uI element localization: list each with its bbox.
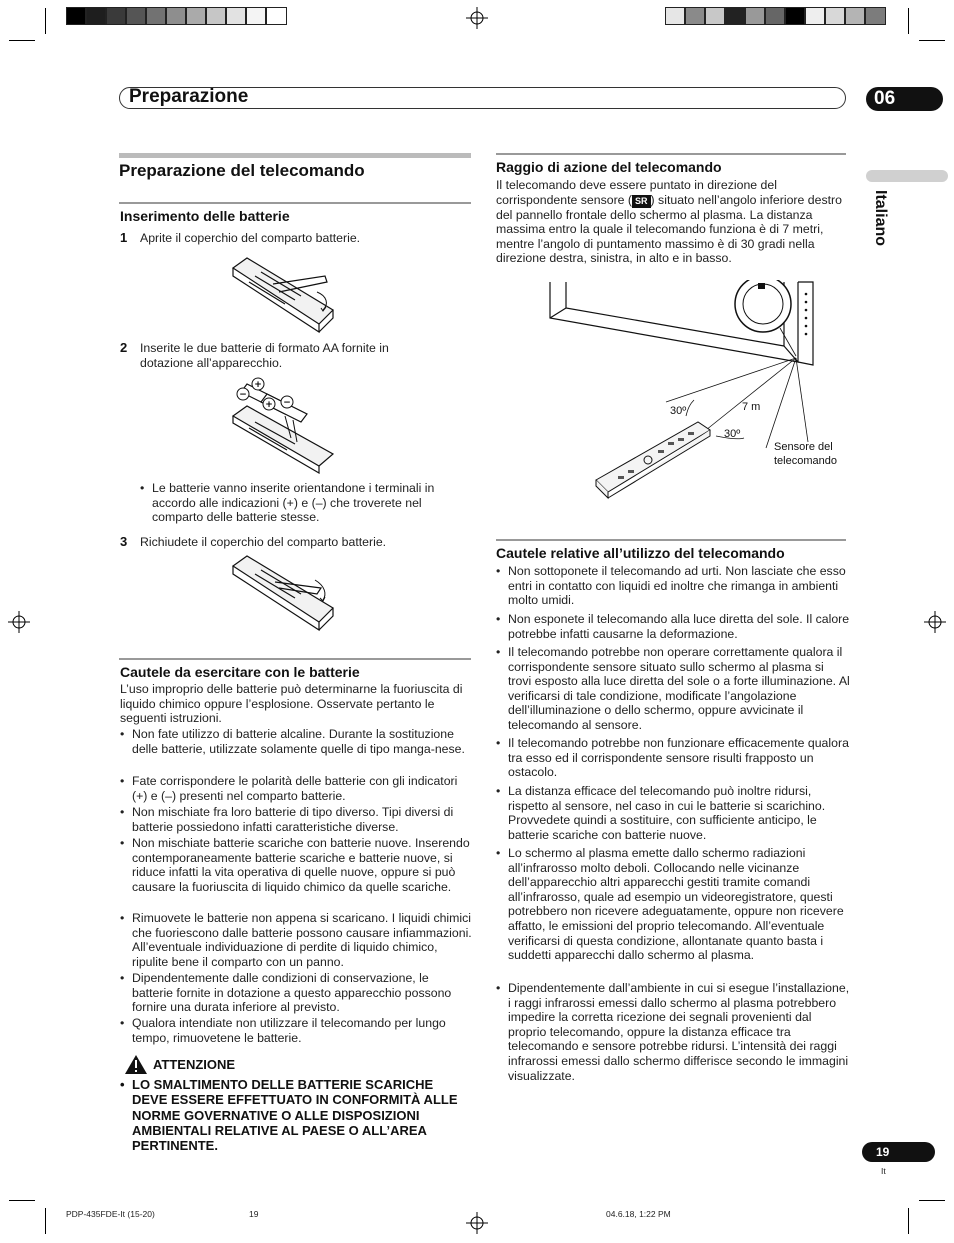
remote-range-diagram bbox=[548, 280, 848, 506]
usage-cautions-heading: Cautele relative all’utilizzo del telecomando bbox=[496, 545, 785, 561]
angle-label-top: 30º bbox=[670, 405, 687, 417]
warning-text: • LO SMALTIMENTO DELLE BATTERIE SCARICHE DEVE ESSERE EFFETTUATO IN CONFORMITÀ ALLE NORME GOVERNATIVE O ALLE DISPOSIZIONI AMBIENTALI RELATIVE AL PAESE O ALL’AREA PERTINENTE. bbox=[120, 1077, 458, 1154]
remote-open-cover-illustration bbox=[225, 254, 340, 336]
range-text: Il telecomando deve essere puntato in direzione del corrispondente sensore ( SR ) situato nell’angolo inferiore destro del pannello frontale dello schermo al plasma. La distanza massima entro la quale il telecomando funziona è di 7 metri, mentre l’angolo di puntamento massimo è di 30 gradi nella direzione destra, sinistra, in alto e in basso. bbox=[496, 178, 842, 266]
sensor-symbol-icon bbox=[758, 283, 765, 289]
battery-cautions-heading: Cautele da esercitare con le batterie bbox=[120, 664, 360, 680]
subsection-rule bbox=[119, 202, 471, 204]
list-item: • Lo schermo al plasma emette dallo schermo radiazioni all’infrarosso molto deboli. Collocando nelle vicinanze dell’apparecchio altri apparecchi gestiti tramite comandi all’infrarosso, quale ad esempio un videoregistratore, questi potrebbero non ricevere adeguatamente, oppure non ricevere affatto, le emissioni del proprio telecomando. All’eventuale verificarsi di questa condizione, allontanate quanto basta i suddetti apparecchi dallo schermo al plasma. bbox=[496, 846, 844, 963]
list-item: • Non mischiate batterie scariche con batterie nuove. Inserendo contemporaneamente batterie scariche e batterie nuove, si riduce infatti la vita operativa di quelle nuove, oppure si può causare la fuoriuscita di liquido chimico da quelle scariche. bbox=[120, 836, 470, 894]
subsection-rule bbox=[496, 153, 846, 155]
battery-cautions-intro: L’uso improprio delle batterie può determinarne la fuoriuscita di liquido chimico oppure l’esplosione. Osservate pertanto le seguenti istruzioni. bbox=[120, 682, 463, 726]
svg-text:−: − bbox=[283, 398, 291, 408]
list-item: • Rimuovete le batterie non appena si scaricano. I liquidi chimici che fuoriescono dalle batterie possono causare infiammazioni. All’eventuale individuazione di perdite di liquido chimico, ripulite bene il comparto con un panno. bbox=[120, 911, 472, 969]
registration-mark-left bbox=[8, 611, 30, 633]
list-item: • Qualora intendiate non utilizzare il telecomando per lungo tempo, rimuovetene le batterie. bbox=[120, 1016, 446, 1045]
file-name: PDP-435FDE-It (15-20) bbox=[66, 1209, 155, 1219]
batteries-heading: Inserimento delle batterie bbox=[120, 208, 290, 224]
list-item: • La distanza efficace del telecomando può inoltre ridursi, rispetto al sensore, nel caso in cui le batterie si scarichino. Provvedete quindi a sostituire, con sufficiente anticipo, le batterie scariche con batterie nuove. bbox=[496, 784, 826, 842]
language-code: It bbox=[881, 1166, 886, 1176]
step-3-number: 3 bbox=[120, 534, 128, 549]
language-label: Italiano bbox=[872, 190, 889, 247]
section-rule bbox=[119, 153, 471, 158]
list-item: • Dipendentemente dalle condizioni di conservazione, le batterie fornite in dotazione a questo apparecchio possono fornire una durata inferiore al previsto. bbox=[120, 971, 452, 1015]
warning-triangle-icon bbox=[124, 1054, 148, 1075]
step-1-number: 1 bbox=[120, 230, 128, 245]
page-number: 19 bbox=[862, 1142, 935, 1162]
list-item: • Non mischiate fra loro batterie di tipo diverso. Tipi diversi di batterie possiedono infatti caratteristiche diverse. bbox=[120, 805, 454, 834]
step-2-number: 2 bbox=[120, 340, 128, 355]
section-title: Preparazione bbox=[129, 86, 249, 107]
step-2-text: Inserite le due batterie di formato AA fornite in dotazione all’apparecchio. bbox=[140, 341, 389, 370]
list-item: • Non fate utilizzo di batterie alcaline. Durante la sostituzione delle batterie, utilizzate solamente quelle di tipo manga-nese. bbox=[120, 727, 465, 756]
step-3-text: Richiudete il coperchio del comparto batterie. bbox=[140, 535, 387, 549]
list-item: • Il telecomando potrebbe non operare correttamente qualora il corrispondente sensore situato sullo schermo al plasma si trovi esposto alla luce diretta del sole o a forte illuminazione. Al verificarsi di tale condizione, modificate l’angolazione dell’illuminazione o dello schermo, oppure avvicinate il telecomando al sensore. bbox=[496, 645, 850, 732]
angle-label-bottom: 30º bbox=[724, 428, 741, 440]
list-item: • Non esponete il telecomando alla luce diretta del sole. Il calore potrebbe infatti causarne la deformazione. bbox=[496, 612, 850, 641]
chapter-badge: 06 bbox=[866, 87, 943, 111]
svg-text:+: + bbox=[265, 400, 273, 410]
distance-label: 7 m bbox=[742, 401, 761, 413]
svg-text:−: − bbox=[239, 390, 247, 400]
subsection-rule bbox=[119, 658, 471, 660]
battery-orientation-note: • Le batterie vanno inserite orientandone i terminali in accordo alle indicazioni (+) e (–) che troverete nel comparto delle batterie stesse. bbox=[140, 481, 435, 525]
range-heading: Raggio di azione del telecomando bbox=[496, 159, 722, 175]
registration-mark-bottom bbox=[466, 1212, 488, 1234]
list-item: • Fate corrispondere le polarità delle batterie con gli indicatori (+) e (–) presenti nel comparto batterie. bbox=[120, 774, 458, 803]
registration-mark-top bbox=[466, 7, 488, 29]
step-1-text: Aprite il coperchio del comparto batterie. bbox=[140, 231, 361, 245]
print-date: 04.6.18, 1:22 PM bbox=[606, 1209, 671, 1219]
registration-mark-right bbox=[924, 611, 946, 633]
svg-text:+: + bbox=[254, 380, 262, 390]
sensor-label: Sensore del telecomando bbox=[774, 441, 837, 467]
sensor-symbol: SR bbox=[632, 195, 651, 208]
file-page: 19 bbox=[249, 1209, 259, 1219]
list-item: • Non sottoponete il telecomando ad urti. Non lasciate che esso entri in contatto con liquidi ed inoltre che rimanga in ambienti molto umidi. bbox=[496, 564, 846, 608]
language-tab bbox=[866, 170, 948, 182]
remote-close-cover-illustration bbox=[225, 552, 340, 632]
list-item: • Il telecomando potrebbe non funzionare efficacemente qualora tra esso ed il corrispondente sensore risulti frapposto un ostacolo. bbox=[496, 736, 849, 780]
list-item: • Dipendentemente dall’ambiente in cui si esegue l’installazione, i raggi infrarossi emessi dallo schermo al plasma potrebbero impedire la corretta ricezione dei segnali provenienti dal proprio telecomando, oppure la distanza efficace tra telecomando e sensore potrebbe ridursi. L’intensità dei raggi infrarossi emessi dallo schermo differisce secondo le immagini visualizzate. bbox=[496, 981, 850, 1083]
warning-title: ATTENZIONE bbox=[153, 1057, 236, 1072]
subsection-rule bbox=[496, 539, 846, 541]
page-heading: Preparazione del telecomando bbox=[119, 161, 365, 180]
battery-insertion-illustration bbox=[225, 376, 340, 474]
